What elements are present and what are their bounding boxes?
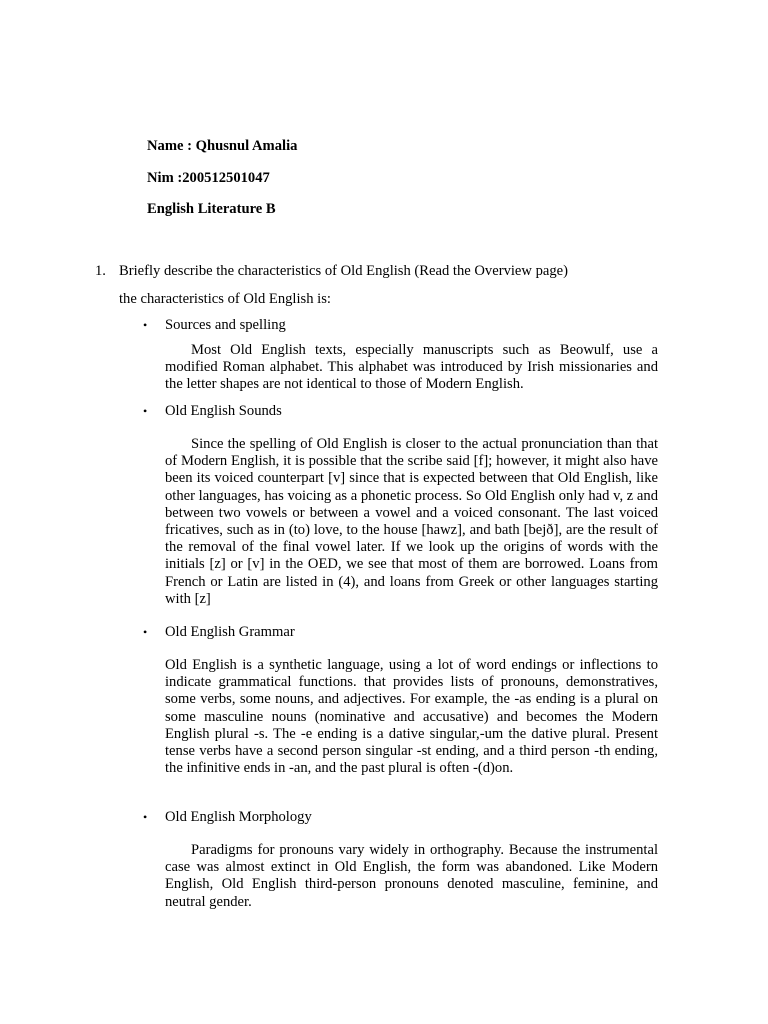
heading-old-english-morphology: Old English Morphology [165, 809, 312, 825]
bullet-sounds: • [143, 404, 148, 418]
heading-sources-and-spelling: Sources and spelling [165, 317, 286, 333]
question-intro: the characteristics of Old English is: [119, 291, 331, 307]
heading-old-english-sounds: Old English Sounds [165, 403, 282, 419]
question-number: 1. [95, 263, 106, 279]
heading-old-english-grammar: Old English Grammar [165, 624, 295, 640]
question-text: Briefly describe the characteristics of Old English (Read the Overview page) [119, 263, 568, 279]
bullet-grammar: • [143, 625, 148, 639]
body-old-english-sounds: Since the spelling of Old English is closer to the actual pronunciation than that of Modern English, it is possible that the scribe said [f]; however, it might also have been its voiced counterpart [v] since that is expected between that Old English, like other languages, has voicing as a phonetic process. So Old English only had v, z and between two vowels or between a vowel and a voiced consonant. The last voiced fricatives, such as in (to) love, to the house [hawz], and bath [bejð], are the result of the removal of the final vowel later. If we look up the origins of words with the initials [z] or [v] in the OED, we see that most of them are borrowed. Loans from French or Latin are listed in (4), and loans from Greek or other languages starting with [z] [165, 436, 658, 607]
nim-line: Nim :200512501047 [147, 170, 270, 186]
body-sources-and-spelling: Most Old English texts, especially manuscripts such as Beowulf, use a modified Roman alphabet. This alphabet was introduced by Irish missionaries and the letter shapes are not identical to those of Modern English. [165, 342, 658, 393]
bullet-sources: • [143, 318, 148, 332]
name-line: Name : Qhusnul Amalia [147, 138, 298, 154]
body-old-english-morphology: Paradigms for pronouns vary widely in orthography. Because the instrumental case was almost extinct in Old English, the form was abandoned. Like Modern English, Old English third-person pronouns denoted masculine, feminine, and neutral gender. [165, 842, 658, 910]
body-old-english-grammar: Old English is a synthetic language, using a lot of word endings or inflections to indicate grammatical functions. that provides lists of pronouns, demonstratives, some verbs, some nouns, and adjectives. For example, the -as ending is a plural on some masculine nouns (nominative and accusative) and becomes the Modern English plural -s. The -e ending is a dative singular,-um the dative plural. Present tense verbs have a second person singular -st ending, and a third person -th ending, the infinitive ends in -an, and the past plural is often -(d)on. [165, 657, 658, 777]
class-line: English Literature B [147, 201, 276, 217]
bullet-morphology: • [143, 810, 148, 824]
